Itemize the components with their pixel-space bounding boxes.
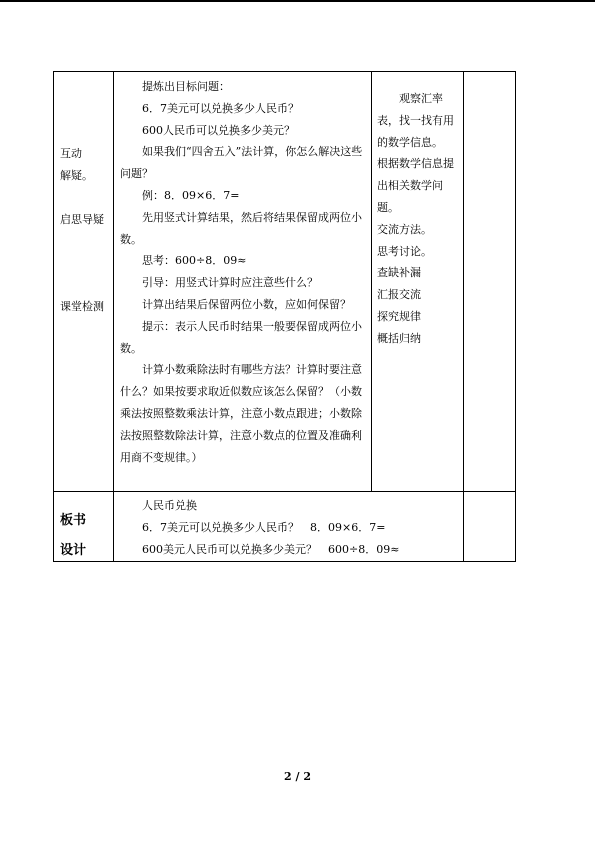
intent-paragraph: 根据数学信息提出相关数学问题。 <box>377 157 454 214</box>
content-paragraph: 600人民币可以兑换多少美元？ <box>142 123 295 137</box>
stage-label: 启思导疑 <box>60 213 104 226</box>
content-paragraph: 6．7美元可以兑换多少人民币？ <box>142 101 299 115</box>
stage-label: 课堂检测 <box>60 300 104 313</box>
stage-cell <box>54 72 114 492</box>
content-paragraph: 思考：600÷8．09≈ <box>142 254 247 268</box>
board-line: 600美元人民币可以兑换多少美元？ 600÷8．09≈ <box>142 543 400 556</box>
intent-paragraph: 概括归纳 <box>377 331 421 345</box>
page-number: 2 / 2 <box>284 770 311 783</box>
intent-cell <box>372 72 464 492</box>
lesson-plan-table <box>53 71 516 562</box>
content-paragraph: 例：8．09×6．7= <box>142 188 240 202</box>
empty-cell <box>464 492 516 562</box>
empty-cell <box>464 72 516 492</box>
content-paragraph: 提炼出目标问题： <box>142 80 230 93</box>
intent-paragraph: 观察汇率表，找一找有用的数学信息。 <box>377 92 454 149</box>
header-rule <box>0 0 595 2</box>
board-content-cell <box>114 492 464 562</box>
stage-label: 解疑。 <box>60 169 93 182</box>
intent-paragraph: 汇报交流 <box>377 288 421 302</box>
content-paragraph: 如果我们“四舍五入”法计算，你怎么解决这些问题？ <box>120 145 363 181</box>
intent-paragraph: 思考讨论。 <box>377 244 432 258</box>
content-paragraph: 先用竖式计算结果，然后将结果保留成两位小数。 <box>120 210 362 246</box>
content-paragraph: 计算小数乘除法时有哪些方法？计算时要注意什么？如果按要求取近似数应该怎么保留？（小数乘法按照整数乘法计算，注意小数点跟进；小数除法按照整数除法计算，注意小数点的位置及准确利用商不变规律。） <box>120 363 362 464</box>
content-paragraph: 引导：用竖式计算时应注意些什么？ <box>142 276 318 290</box>
content-paragraph: 提示：表示人民币时结果一般要保留成两位小数。 <box>120 319 362 355</box>
board-label-cell <box>54 492 114 562</box>
intent-paragraph: 探究规律 <box>377 309 421 323</box>
content-cell <box>114 72 372 492</box>
board-label: 设计 <box>60 543 87 558</box>
teaching-process-row <box>54 72 516 492</box>
board-line: 6．7美元可以兑换多少人民币？ 8．09×6．7= <box>142 521 386 534</box>
stage-label: 互动 <box>60 147 82 160</box>
board-label: 板书 <box>60 513 87 528</box>
board-line: 人民币兑换 <box>142 499 197 512</box>
intent-paragraph: 查缺补漏 <box>377 266 421 280</box>
board-design-row <box>54 492 516 562</box>
content-paragraph: 计算出结果后保留两位小数，应如何保留？ <box>142 297 351 311</box>
intent-paragraph: 交流方法。 <box>377 222 432 236</box>
